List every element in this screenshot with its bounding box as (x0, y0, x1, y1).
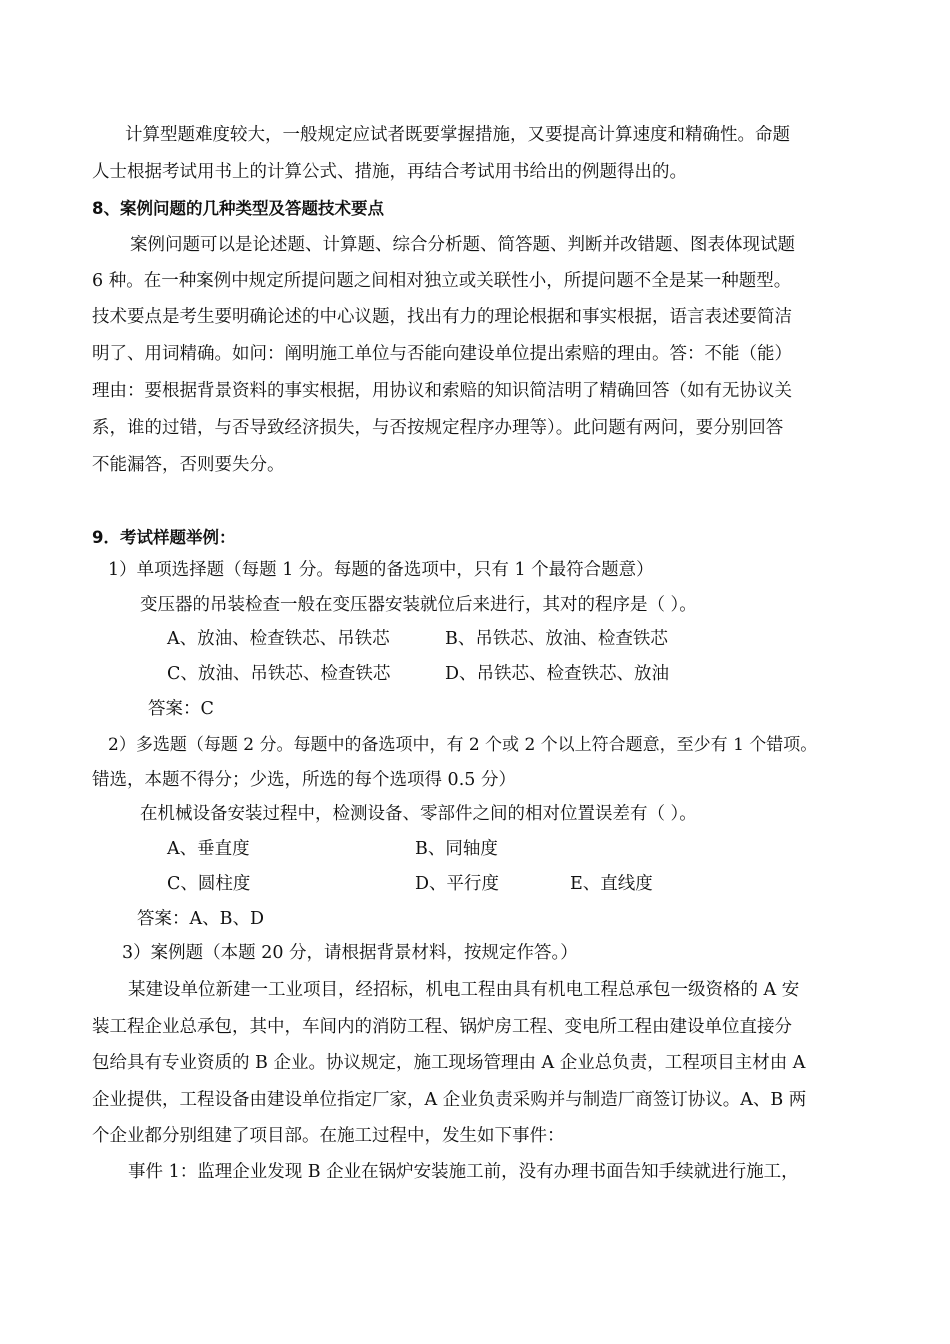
option-c: C、圆柱度 (167, 874, 251, 894)
option-d: D、吊铁芯、检查铁芯、放油 (445, 664, 670, 684)
case-paragraph-line: 企业提供，工程设备由建设单位指定厂家，A 企业负责采购并与制造厂商签订协议。A、B 两 (92, 1090, 807, 1110)
paragraph-line: 理由：要根据背景资料的事实根据，用协议和索赔的知识简洁明了精确回答（如有无协议关 (92, 381, 792, 401)
case-paragraph-line: 个企业都分别组建了项目部。在施工过程中，发生如下事件： (92, 1126, 565, 1146)
option-c: C、放油、吊铁芯、检查铁芯 (167, 664, 391, 684)
question-2-stem: 在机械设备安装过程中，检测设备、零部件之间的相对位置误差有（ ）。 (140, 804, 697, 824)
answer: 答案：A、B、D (137, 909, 265, 929)
paragraph-line: 系，谁的过错，与否导致经济损失，与否按规定程序办理等）。此问题有两问，要分别回答 (92, 418, 784, 438)
option-b: B、同轴度 (415, 839, 498, 859)
paragraph-line: 技术要点是考生要明确论述的中心议题，找出有力的理论根据和事实根据，语言表述要简洁 (92, 307, 792, 327)
option-d: D、平行度 (415, 874, 500, 894)
case-paragraph-line: 某建设单位新建一工业项目，经招标，机电工程由具有机电工程总承包一级资格的 A 安 (128, 980, 800, 1000)
option-b: B、吊铁芯、放油、检查铁芯 (445, 629, 668, 649)
section-heading-9: 9．考试样题举例： (92, 528, 236, 547)
question-2-title-cont: 错选，本题不得分；少选，所选的每个选项得 0.5 分） (92, 770, 516, 790)
option-a: A、放油、检查铁芯、吊铁芯 (167, 629, 390, 649)
case-paragraph-line: 事件 1：监理企业发现 B 企业在锅炉安装施工前，没有办理书面告知手续就进行施工， (128, 1162, 799, 1182)
paragraph-line: 6 种。在一种案例中规定所提问题之间相对独立或关联性小，所提问题不全是某一种题型。 (92, 271, 792, 291)
answer: 答案：C (148, 699, 214, 719)
question-2-title: 2）多选题（每题 2 分。每题中的备选项中，有 2 个或 2 个以上符合题意，至少有 1 个错项。 (108, 735, 818, 755)
paragraph-line: 明了、用词精确。如问：阐明施工单位与否能向建设单位提出索赔的理由。答：不能（能） (92, 344, 792, 364)
paragraph-line: 计算型题难度较大，一般规定应试者既要掌握措施，又要提高计算速度和精确性。命题 (125, 125, 790, 145)
paragraph-line: 不能漏答，否则要失分。 (92, 455, 285, 475)
case-paragraph-line: 包给具有专业资质的 B 企业。协议规定，施工现场管理由 A 企业总负责，工程项目主材由 A (92, 1053, 806, 1073)
paragraph-line: 人士根据考试用书上的计算公式、措施，再结合考试用书给出的例题得出的。 (92, 162, 687, 182)
question-1-stem: 变压器的吊装检查一般在变压器安装就位后来进行，其对的程序是（ ）。 (140, 595, 697, 615)
option-e: E、直线度 (570, 874, 653, 894)
case-paragraph-line: 装工程企业总承包，其中，车间内的消防工程、锅炉房工程、变电所工程由建设单位直接分 (92, 1017, 792, 1037)
section-heading-8: 8、案例问题的几种类型及答题技术要点 (92, 199, 384, 218)
paragraph-line: 案例问题可以是论述题、计算题、综合分析题、简答题、判断并改错题、图表体现试题 (130, 235, 795, 255)
option-a: A、垂直度 (167, 839, 250, 859)
question-3-title: 3）案例题（本题 20 分，请根据背景材料，按规定作答。） (122, 943, 578, 963)
question-1-title: 1）单项选择题（每题 1 分。每题的备选项中，只有 1 个最符合题意） (108, 560, 654, 580)
